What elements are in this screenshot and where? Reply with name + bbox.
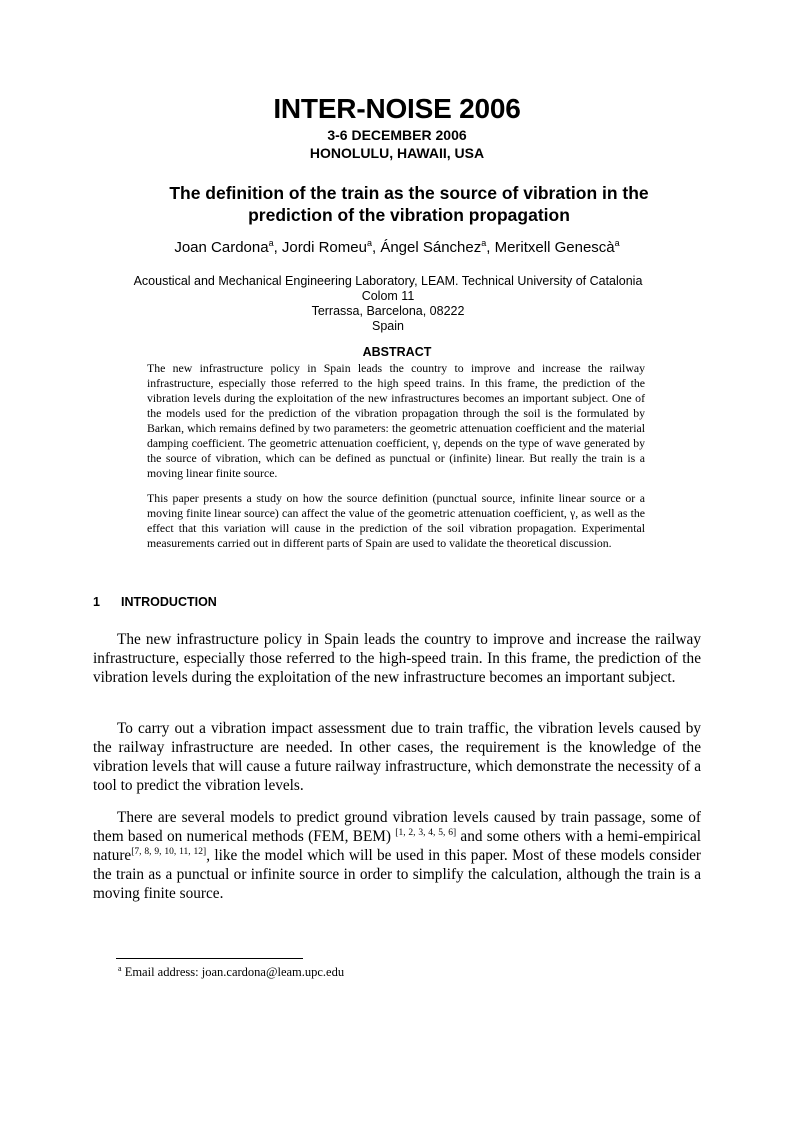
body-paragraph: To carry out a vibration impact assessment due to train traffic, the vibration levels caused by the railway infrastructure are needed. In other cases, the requirement is the knowledge of the vibration levels that will cause a future railway infrastructure, which demonstrate the necessity of a tool to predict the vibration levels. [93, 720, 701, 794]
author: Meritxell Genescà$^a$ [494, 238, 620, 256]
footnote-mark: a [118, 964, 122, 973]
author-affiliation-mark: a [268, 238, 274, 248]
author: Jordi Romeu$^a$, [281, 238, 381, 256]
paper-title-line-2: prediction of the vibration propagation [248, 205, 570, 225]
author-affiliation-mark: a [481, 238, 487, 248]
affiliation-line: Terrassa, Barcelona, 08222 [311, 304, 465, 318]
footnote-text: Email address: joan.cardona@leam.upc.edu [121, 965, 345, 980]
paper-title-line-1: The definition of the train as the source of vibration in the [169, 183, 649, 203]
abstract-heading: ABSTRACT [362, 345, 432, 359]
author-affiliation-mark: a [614, 238, 620, 248]
author: Joan Cardona$^a$, [174, 238, 282, 256]
citation: [7, 8, 9, 10, 11, 12] [131, 846, 207, 857]
body-paragraph: There are several models to predict ground vibration levels caused by train passage, some of them based on numerical methods (FEM, BEM) [1, 2, 3, 4, 5, 6] and some others with a hemi-empirical nature[7, 8, 9, 10, 11, 12], like the model which will be used in this paper. Most of these models consider the train as a punctual or infinite source in order to simplify the calculation, although the train is a moving finite source. [93, 809, 701, 902]
section-number: 1 [93, 595, 100, 609]
paper-title [0, 182, 794, 226]
footnote [118, 964, 344, 980]
abstract-paragraph: The new infrastructure policy in Spain leads the country to improve and increase the railway infrastructure, especially those referred to the high speed trains. In this frame, the prediction of the vibration levels during the exploitation of the new infrastructures becomes an important subject. One of the models used for the prediction of the vibration propagation through the soil is the formulated by Barkan, which remains defined by two parameters: the geometric attenuation coefficient and the material damping coefficient. The geometric attenuation coefficient, γ, depends on the type of wave generated by the source of vibration, which can be defined as punctual or (infinite) linear. But really the train is a moving linear finite source. [147, 361, 645, 480]
author-affiliation-mark: a [366, 238, 372, 248]
footnote-rule [116, 958, 303, 959]
section-title: INTRODUCTION [121, 595, 217, 609]
conference-location: HONOLULU, HAWAII, USA [309, 145, 485, 161]
abstract-paragraph: This paper presents a study on how the source definition (punctual source, infinite linear source or a moving finite linear source) can affect the value of the geometric attenuation coefficient, γ, as well as the effect that this variation will cause in the prediction of the soil vibration propagation. Experimental measurements carried out in different parts of Spain are used to validate the theoretical discussion. [147, 491, 645, 550]
affiliation-line: Colom 11 [361, 289, 415, 303]
body-paragraph: The new infrastructure policy in Spain leads the country to improve and increase the railway infrastructure, especially those referred to the high-speed train. In this frame, the prediction of the vibration levels during the exploitation of the new infrastructure becomes an important subject. [93, 631, 701, 686]
affiliation [0, 274, 776, 334]
author: Ángel Sánchez$^a$, [380, 238, 495, 256]
author-list [0, 238, 794, 256]
affiliation-line: Spain [372, 319, 404, 333]
citation: [1, 2, 3, 4, 5, 6] [395, 827, 457, 838]
conference-dates: 3-6 DECEMBER 2006 [327, 127, 467, 143]
conference-title: INTER-NOISE 2006 [273, 93, 521, 124]
affiliation-line: Acoustical and Mechanical Engineering Laboratory, LEAM. Technical University of Catalonia [133, 274, 643, 288]
section-heading [93, 595, 217, 609]
